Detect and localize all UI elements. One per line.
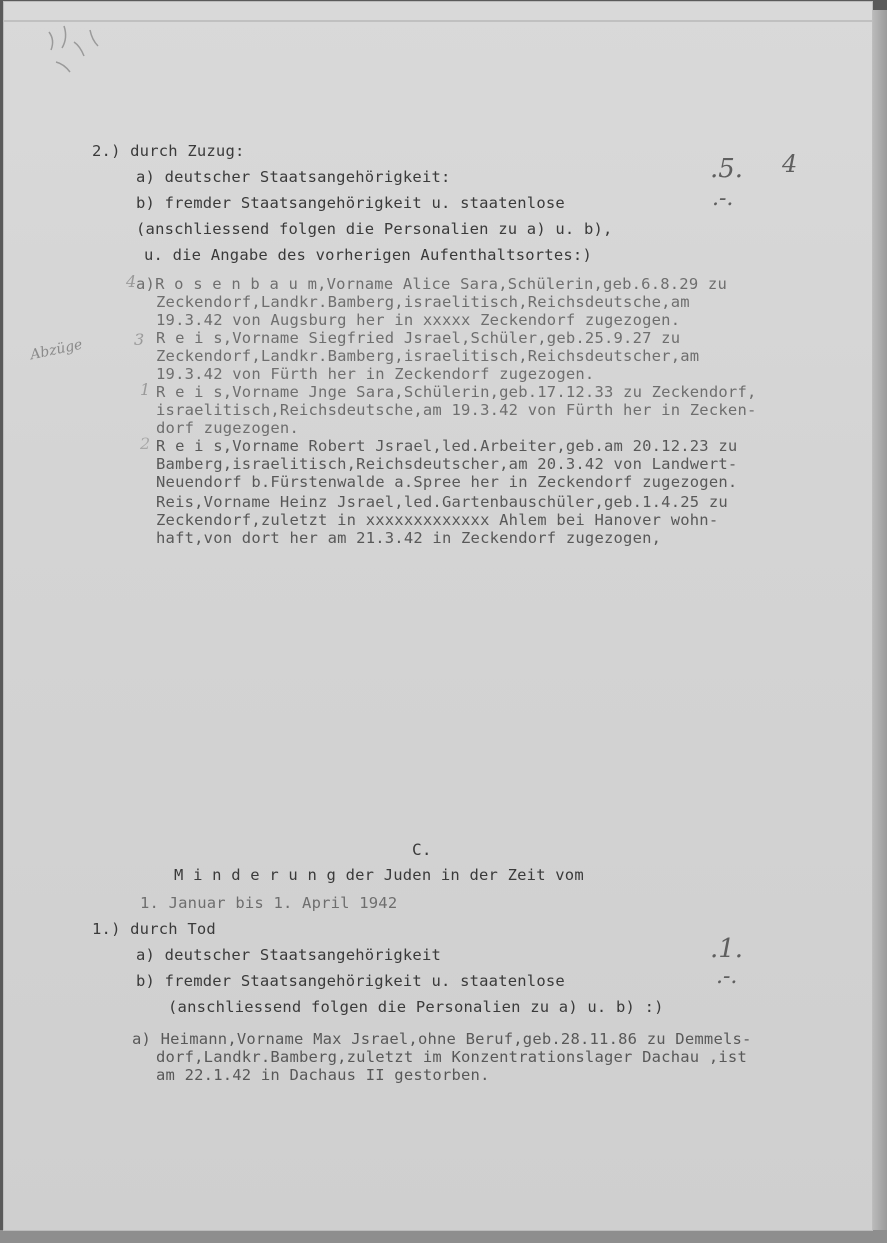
entry-line: Bamberg,israelitisch,Reichsdeutscher,am 20.3.42 von Landwert- — [156, 455, 738, 473]
document-page — [4, 2, 872, 1230]
entry-margin-number: 2 — [140, 434, 151, 453]
entry-line: dorf zugezogen. — [156, 419, 299, 437]
item-a: a) deutscher Staatsangehörigkeit — [136, 946, 442, 964]
entry-line: israelitisch,Reichsdeutsche,am 19.3.42 von Fürth her in Zecken- — [156, 401, 757, 419]
entry-line: 19.3.42 von Augsburg her in xxxxx Zeckendorf zugezogen. — [156, 311, 681, 329]
item-a: a) deutscher Staatsangehörigkeit: — [136, 168, 451, 186]
entry-line: 19.3.42 von Fürth her in Zeckendorf zugezogen. — [156, 365, 595, 383]
entry-margin-number: 1 — [140, 380, 151, 399]
section-heading: 1.) durch Tod — [92, 920, 216, 938]
entry-line: dorf,Landkr.Bamberg,zuletzt im Konzentrationslager Dachau ,ist — [156, 1048, 747, 1066]
count-a-handwritten: 4 — [782, 150, 798, 178]
entry-line: am 22.1.42 in Dachaus II gestorben. — [156, 1066, 490, 1084]
entry-line: haft,von dort her am 21.3.42 in Zeckendorf zugezogen, — [156, 529, 662, 547]
count-a: .1. — [710, 934, 744, 964]
entry-line: Zeckendorf,Landkr.Bamberg,israelitisch,Reichsdeutsche,am — [156, 293, 690, 311]
note-line: (anschliessend folgen die Personalien zu a) u. b) :) — [168, 998, 664, 1016]
section-heading: 2.) durch Zuzug: — [92, 142, 245, 160]
paper-fold — [4, 20, 872, 22]
count-a: .5. — [710, 154, 744, 184]
entry-line: R e i s,Vorname Siegfried Jsrael,Schüler,geb.25.9.27 zu — [156, 329, 681, 347]
entry-line: a)R o s e n b a u m,Vorname Alice Sara,Schülerin,geb.6.8.29 zu — [136, 275, 727, 293]
entry-line: Zeckendorf,zuletzt in xxxxxxxxxxxxx Ahlem bei Hanover wohn- — [156, 511, 719, 529]
note-line-2: u. die Angabe des vorherigen Aufenthaltsortes:) — [144, 246, 592, 264]
count-b: .-. — [716, 964, 738, 989]
section-letter: C. — [412, 840, 432, 859]
entry-margin-number: 3 — [134, 330, 145, 349]
section-subtitle: 1. Januar bis 1. April 1942 — [140, 894, 398, 912]
entry-line: Neuendorf b.Fürstenwalde a.Spree her in Zeckendorf zugezogen. — [156, 473, 738, 491]
item-b: b) fremder Staatsangehörigkeit u. staatenlose — [136, 194, 565, 212]
entry-line: R e i s,Vorname Jnge Sara,Schülerin,geb.17.12.33 zu Zeckendorf, — [156, 383, 757, 401]
section-title: M i n d e r u n g der Juden in der Zeit vom — [174, 866, 584, 884]
note-line-1: (anschliessend folgen die Personalien zu a) u. b), — [136, 220, 613, 238]
entry-margin-number: 4 — [126, 272, 137, 291]
paper-edge-bottom — [0, 1230, 887, 1243]
corner-marks — [44, 22, 114, 82]
entry-line: R e i s,Vorname Robert Jsrael,led.Arbeiter,geb.am 20.12.23 zu — [156, 437, 738, 455]
paper-edge-right — [872, 10, 887, 1243]
entry-line: a) Heimann,Vorname Max Jsrael,ohne Beruf,geb.28.11.86 zu Demmels- — [132, 1030, 752, 1048]
count-b: .-. — [712, 186, 734, 211]
entry-line: Zeckendorf,Landkr.Bamberg,israelitisch,Reichsdeutscher,am — [156, 347, 700, 365]
entry-line: Reis,Vorname Heinz Jsrael,led.Gartenbauschüler,geb.1.4.25 zu — [156, 493, 728, 511]
margin-scribble: Abzüge — [28, 336, 84, 364]
item-b: b) fremder Staatsangehörigkeit u. staatenlose — [136, 972, 565, 990]
